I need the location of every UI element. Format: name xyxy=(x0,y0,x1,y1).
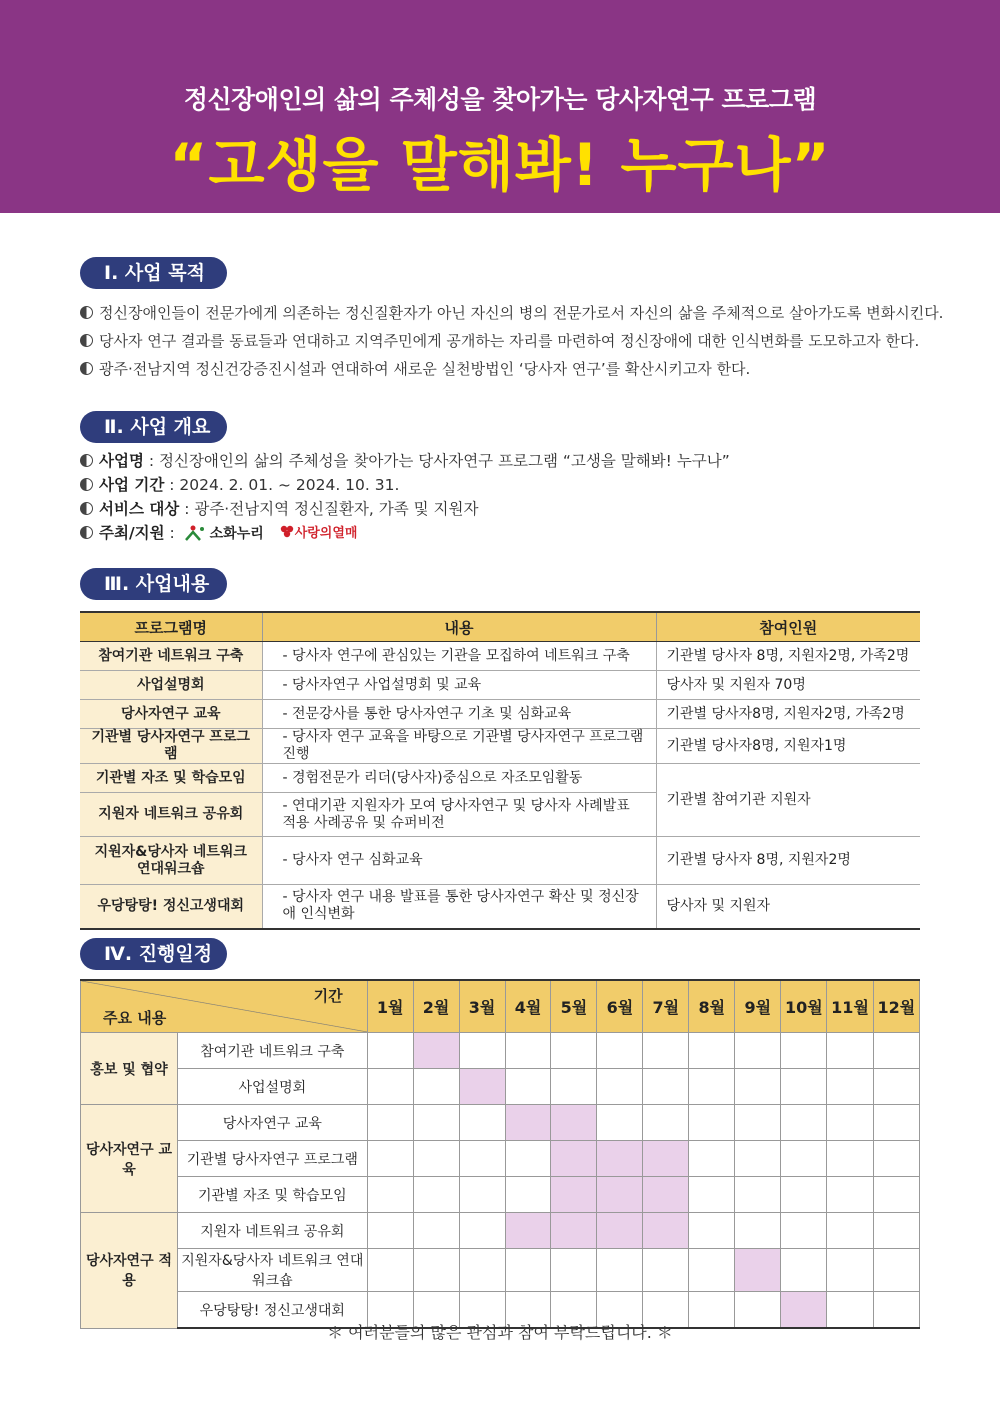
program-name: 기관별 자조 및 학습모임 xyxy=(80,764,262,793)
content-table xyxy=(80,611,920,930)
half-circle-icon xyxy=(80,454,93,467)
schedule-cell-active xyxy=(505,1213,551,1249)
program-content: - 당사자 연구 내용 발표를 통한 당사자연구 확산 및 정신장애 인식변화 xyxy=(262,885,656,929)
schedule-cell xyxy=(459,1105,505,1141)
schedule-cell xyxy=(735,1105,781,1141)
schedule-cell-active xyxy=(735,1249,781,1292)
program-content: - 경험전문가 리더(당사자)중심으로 자조모임활동 xyxy=(262,764,656,793)
schedule-corner-header: 기간 주요 내용 xyxy=(81,980,368,1033)
section-content-heading: Ⅲ. 사업내용 xyxy=(80,568,227,600)
schedule-cell-active xyxy=(505,1105,551,1141)
table-row xyxy=(80,700,920,729)
schedule-cell xyxy=(781,1069,827,1105)
schedule-cell xyxy=(597,1033,643,1069)
schedule-cell xyxy=(873,1069,919,1105)
schedule-cell xyxy=(827,1141,873,1177)
table-row xyxy=(80,729,920,764)
program-people: 기관별 당사자8명, 지원자2명, 가족2명 xyxy=(656,700,920,729)
schedule-task: 지원자 네트워크 공유회 xyxy=(177,1213,367,1249)
column-header: 참여인원 xyxy=(656,612,920,642)
purpose-list xyxy=(80,299,944,383)
schedule-row xyxy=(81,1033,920,1069)
content-table-header xyxy=(80,612,920,642)
program-people: 기관별 당사자8명, 지원자1명 xyxy=(656,729,920,764)
schedule-cell xyxy=(827,1033,873,1069)
schedule-cell xyxy=(413,1177,459,1213)
program-content: - 당사자 연구 심화교육 xyxy=(262,837,656,885)
program-people: 당사자 및 지원자 70명 xyxy=(656,671,920,700)
schedule-cell xyxy=(505,1141,551,1177)
schedule-cell xyxy=(873,1249,919,1292)
program-name: 지원자 네트워크 공유회 xyxy=(80,793,262,837)
schedule-cell xyxy=(643,1249,689,1292)
schedule-cell xyxy=(735,1069,781,1105)
table-row xyxy=(80,885,920,929)
schedule-row xyxy=(81,1177,920,1213)
schedule-cell xyxy=(643,1069,689,1105)
overview-host: 주최/지원 : 소화누리 사랑의열매 xyxy=(80,521,940,545)
schedule-cell xyxy=(597,1105,643,1141)
schedule-cell xyxy=(643,1105,689,1141)
column-header: 내용 xyxy=(262,612,656,642)
month-header: 11월 xyxy=(827,980,873,1033)
schedule-cell-active xyxy=(597,1177,643,1213)
schedule-cell xyxy=(413,1249,459,1292)
half-circle-icon xyxy=(80,334,93,347)
schedule-cell xyxy=(827,1069,873,1105)
schedule-cell xyxy=(827,1249,873,1292)
schedule-cell xyxy=(459,1141,505,1177)
schedule-cell xyxy=(551,1069,597,1105)
schedule-cell xyxy=(459,1249,505,1292)
schedule-cell-active xyxy=(459,1069,505,1105)
schedule-cell-active xyxy=(643,1141,689,1177)
program-name: 참여기관 네트워크 구축 xyxy=(80,642,262,671)
month-header: 8월 xyxy=(689,980,735,1033)
schedule-cell-active xyxy=(551,1105,597,1141)
schedule-task: 참여기관 네트워크 구축 xyxy=(177,1033,367,1069)
half-circle-icon xyxy=(80,306,93,319)
schedule-task: 사업설명회 xyxy=(177,1069,367,1105)
schedule-cell xyxy=(551,1033,597,1069)
schedule-cell-active xyxy=(597,1141,643,1177)
schedule-cell xyxy=(367,1213,413,1249)
schedule-row xyxy=(81,1141,920,1177)
schedule-cell xyxy=(689,1177,735,1213)
column-header: 프로그램명 xyxy=(80,612,262,642)
program-name: 사업설명회 xyxy=(80,671,262,700)
program-content: - 당사자 연구에 관심있는 기관을 모집하여 네트워크 구축 xyxy=(262,642,656,671)
overview-name: 사업명 : 정신장애인의 삶의 주체성을 찾아가는 당사자연구 프로그램 “고생을 말해봐! 누구나” xyxy=(80,449,940,473)
schedule-cell xyxy=(689,1141,735,1177)
program-name: 지원자&당사자 네트워크 연대워크숍 xyxy=(80,837,262,885)
program-people: 당사자 및 지원자 xyxy=(656,885,920,929)
schedule-cell xyxy=(413,1069,459,1105)
schedule-task: 지원자&당사자 네트워크 연대워크숍 xyxy=(177,1249,367,1292)
schedule-row xyxy=(81,1249,920,1292)
month-header: 12월 xyxy=(873,980,919,1033)
program-people: 기관별 참여기관 지원자 xyxy=(656,764,920,837)
half-circle-icon xyxy=(80,478,93,491)
schedule-cell-active xyxy=(643,1177,689,1213)
purpose-item: 정신장애인들이 전문가에게 의존하는 정신질환자가 아닌 자신의 병의 전문가로서 자신의 삶을 주체적으로 살아가도록 변화시킨다. xyxy=(80,299,940,327)
schedule-cell xyxy=(459,1213,505,1249)
table-row xyxy=(80,671,920,700)
schedule-cell xyxy=(735,1033,781,1069)
schedule-cell xyxy=(597,1069,643,1105)
schedule-cell xyxy=(505,1249,551,1292)
schedule-cell xyxy=(781,1141,827,1177)
half-circle-icon xyxy=(80,362,93,375)
schedule-cell xyxy=(781,1033,827,1069)
program-content: - 당사자연구 사업설명회 및 교육 xyxy=(262,671,656,700)
schedule-cell xyxy=(781,1249,827,1292)
month-header: 5월 xyxy=(551,980,597,1033)
table-row xyxy=(80,764,920,793)
schedule-category: 홍보 및 협약 xyxy=(81,1033,178,1105)
schedule-cell xyxy=(735,1213,781,1249)
purpose-item: 광주·전남지역 정신건강증진시설과 연대하여 새로운 실천방법인 ‘당사자 연구’를 확산시키고자 한다. xyxy=(80,355,940,383)
schedule-category: 당사자연구 교육 xyxy=(81,1105,178,1213)
schedule-cell-active xyxy=(551,1213,597,1249)
schedule-cell xyxy=(551,1249,597,1292)
table-row xyxy=(80,837,920,885)
schedule-cell xyxy=(597,1249,643,1292)
section-overview-heading: Ⅱ. 사업 개요 xyxy=(80,411,227,443)
schedule-cell xyxy=(827,1213,873,1249)
program-people: 기관별 당사자 8명, 지원자2명, 가족2명 xyxy=(656,642,920,671)
month-header: 10월 xyxy=(781,980,827,1033)
month-header: 2월 xyxy=(413,980,459,1033)
schedule-cell xyxy=(367,1141,413,1177)
half-circle-icon xyxy=(80,502,93,515)
schedule-cell xyxy=(873,1177,919,1213)
schedule-task: 기관별 당사자연구 프로그램 xyxy=(177,1141,367,1177)
program-content: - 연대기관 지원자가 모여 당사자연구 및 당사자 사례발표 적용 사례공유 및 슈퍼비전 xyxy=(262,793,656,837)
schedule-task: 당사자연구 교육 xyxy=(177,1105,367,1141)
schedule-cell xyxy=(781,1177,827,1213)
schedule-cell xyxy=(735,1177,781,1213)
schedule-cell xyxy=(689,1105,735,1141)
schedule-task: 우당탕탕! 정신고생대회 xyxy=(177,1292,367,1329)
program-content: - 당사자 연구 교육을 바탕으로 기관별 당사자연구 프로그램 진행 xyxy=(262,729,656,764)
program-content: - 전문강사를 통한 당사자연구 기초 및 심화교육 xyxy=(262,700,656,729)
program-people: 기관별 당사자 8명, 지원자2명 xyxy=(656,837,920,885)
overview-period: 사업 기간 : 2024. 2. 01. ~ 2024. 10. 31. xyxy=(80,473,940,497)
schedule-cell xyxy=(689,1249,735,1292)
page-subtitle: 정신장애인의 삶의 주체성을 찾아가는 당사자연구 프로그램 xyxy=(183,85,817,114)
month-header: 6월 xyxy=(597,980,643,1033)
schedule-row xyxy=(81,1213,920,1249)
header-banner xyxy=(0,0,1000,213)
schedule-cell xyxy=(459,1033,505,1069)
schedule-cell xyxy=(413,1141,459,1177)
schedule-cell xyxy=(873,1105,919,1141)
schedule-cell xyxy=(643,1033,689,1069)
month-header: 3월 xyxy=(459,980,505,1033)
program-name: 기관별 당사자연구 프로그램 xyxy=(80,729,262,764)
schedule-cell xyxy=(827,1177,873,1213)
schedule-cell-active xyxy=(643,1213,689,1249)
schedule-cell xyxy=(505,1033,551,1069)
love-fruit-logo: 사랑의열매 xyxy=(279,522,358,546)
schedule-category: 당사자연구 적용 xyxy=(81,1213,178,1329)
schedule-cell xyxy=(367,1177,413,1213)
schedule-cell xyxy=(459,1177,505,1213)
section-schedule-heading: Ⅳ. 진행일정 xyxy=(80,938,227,970)
schedule-cell xyxy=(367,1033,413,1069)
schedule-cell xyxy=(505,1177,551,1213)
schedule-cell xyxy=(689,1213,735,1249)
schedule-cell-active xyxy=(551,1141,597,1177)
month-header: 7월 xyxy=(643,980,689,1033)
program-name: 당사자연구 교육 xyxy=(80,700,262,729)
schedule-header-row xyxy=(81,980,920,1033)
schedule-cell xyxy=(781,1213,827,1249)
sohwanuri-logo: 소화누리 xyxy=(184,522,264,546)
schedule-cell xyxy=(367,1105,413,1141)
schedule-task: 기관별 자조 및 학습모임 xyxy=(177,1177,367,1213)
month-header: 9월 xyxy=(735,980,781,1033)
schedule-cell xyxy=(505,1069,551,1105)
schedule-cell xyxy=(367,1069,413,1105)
schedule-cell xyxy=(873,1213,919,1249)
schedule-cell-active xyxy=(597,1213,643,1249)
schedule-cell xyxy=(873,1033,919,1069)
schedule-cell xyxy=(689,1069,735,1105)
table-row xyxy=(80,642,920,671)
program-name: 우당탕탕! 정신고생대회 xyxy=(80,885,262,929)
schedule-cell xyxy=(827,1105,873,1141)
purpose-item: 당사자 연구 결과를 동료들과 연대하고 지역주민에게 공개하는 자리를 마련하여 정신장애에 대한 인식변화를 도모하고자 한다. xyxy=(80,327,940,355)
schedule-table xyxy=(80,979,920,1329)
schedule-cell xyxy=(413,1213,459,1249)
page-title: “고생을 말해봐! 누구나” xyxy=(169,131,831,199)
overview-target: 서비스 대상 : 광주·전남지역 정신질환자, 가족 및 지원자 xyxy=(80,497,940,521)
schedule-cell xyxy=(367,1249,413,1292)
schedule-cell xyxy=(873,1141,919,1177)
month-header: 1월 xyxy=(367,980,413,1033)
section-purpose-heading: Ⅰ. 사업 목적 xyxy=(80,257,227,289)
schedule-row xyxy=(81,1069,920,1105)
schedule-cell xyxy=(735,1141,781,1177)
schedule-row xyxy=(81,1105,920,1141)
overview-list xyxy=(80,449,940,545)
schedule-cell xyxy=(689,1033,735,1069)
schedule-cell xyxy=(781,1105,827,1141)
footer-note: ＊ 여러분들의 많은 관심과 참여 부탁드립니다. ＊ xyxy=(327,1323,673,1342)
schedule-cell-active xyxy=(413,1033,459,1069)
schedule-cell-active xyxy=(551,1177,597,1213)
schedule-cell xyxy=(413,1105,459,1141)
month-header: 4월 xyxy=(505,980,551,1033)
half-circle-icon xyxy=(80,526,93,539)
